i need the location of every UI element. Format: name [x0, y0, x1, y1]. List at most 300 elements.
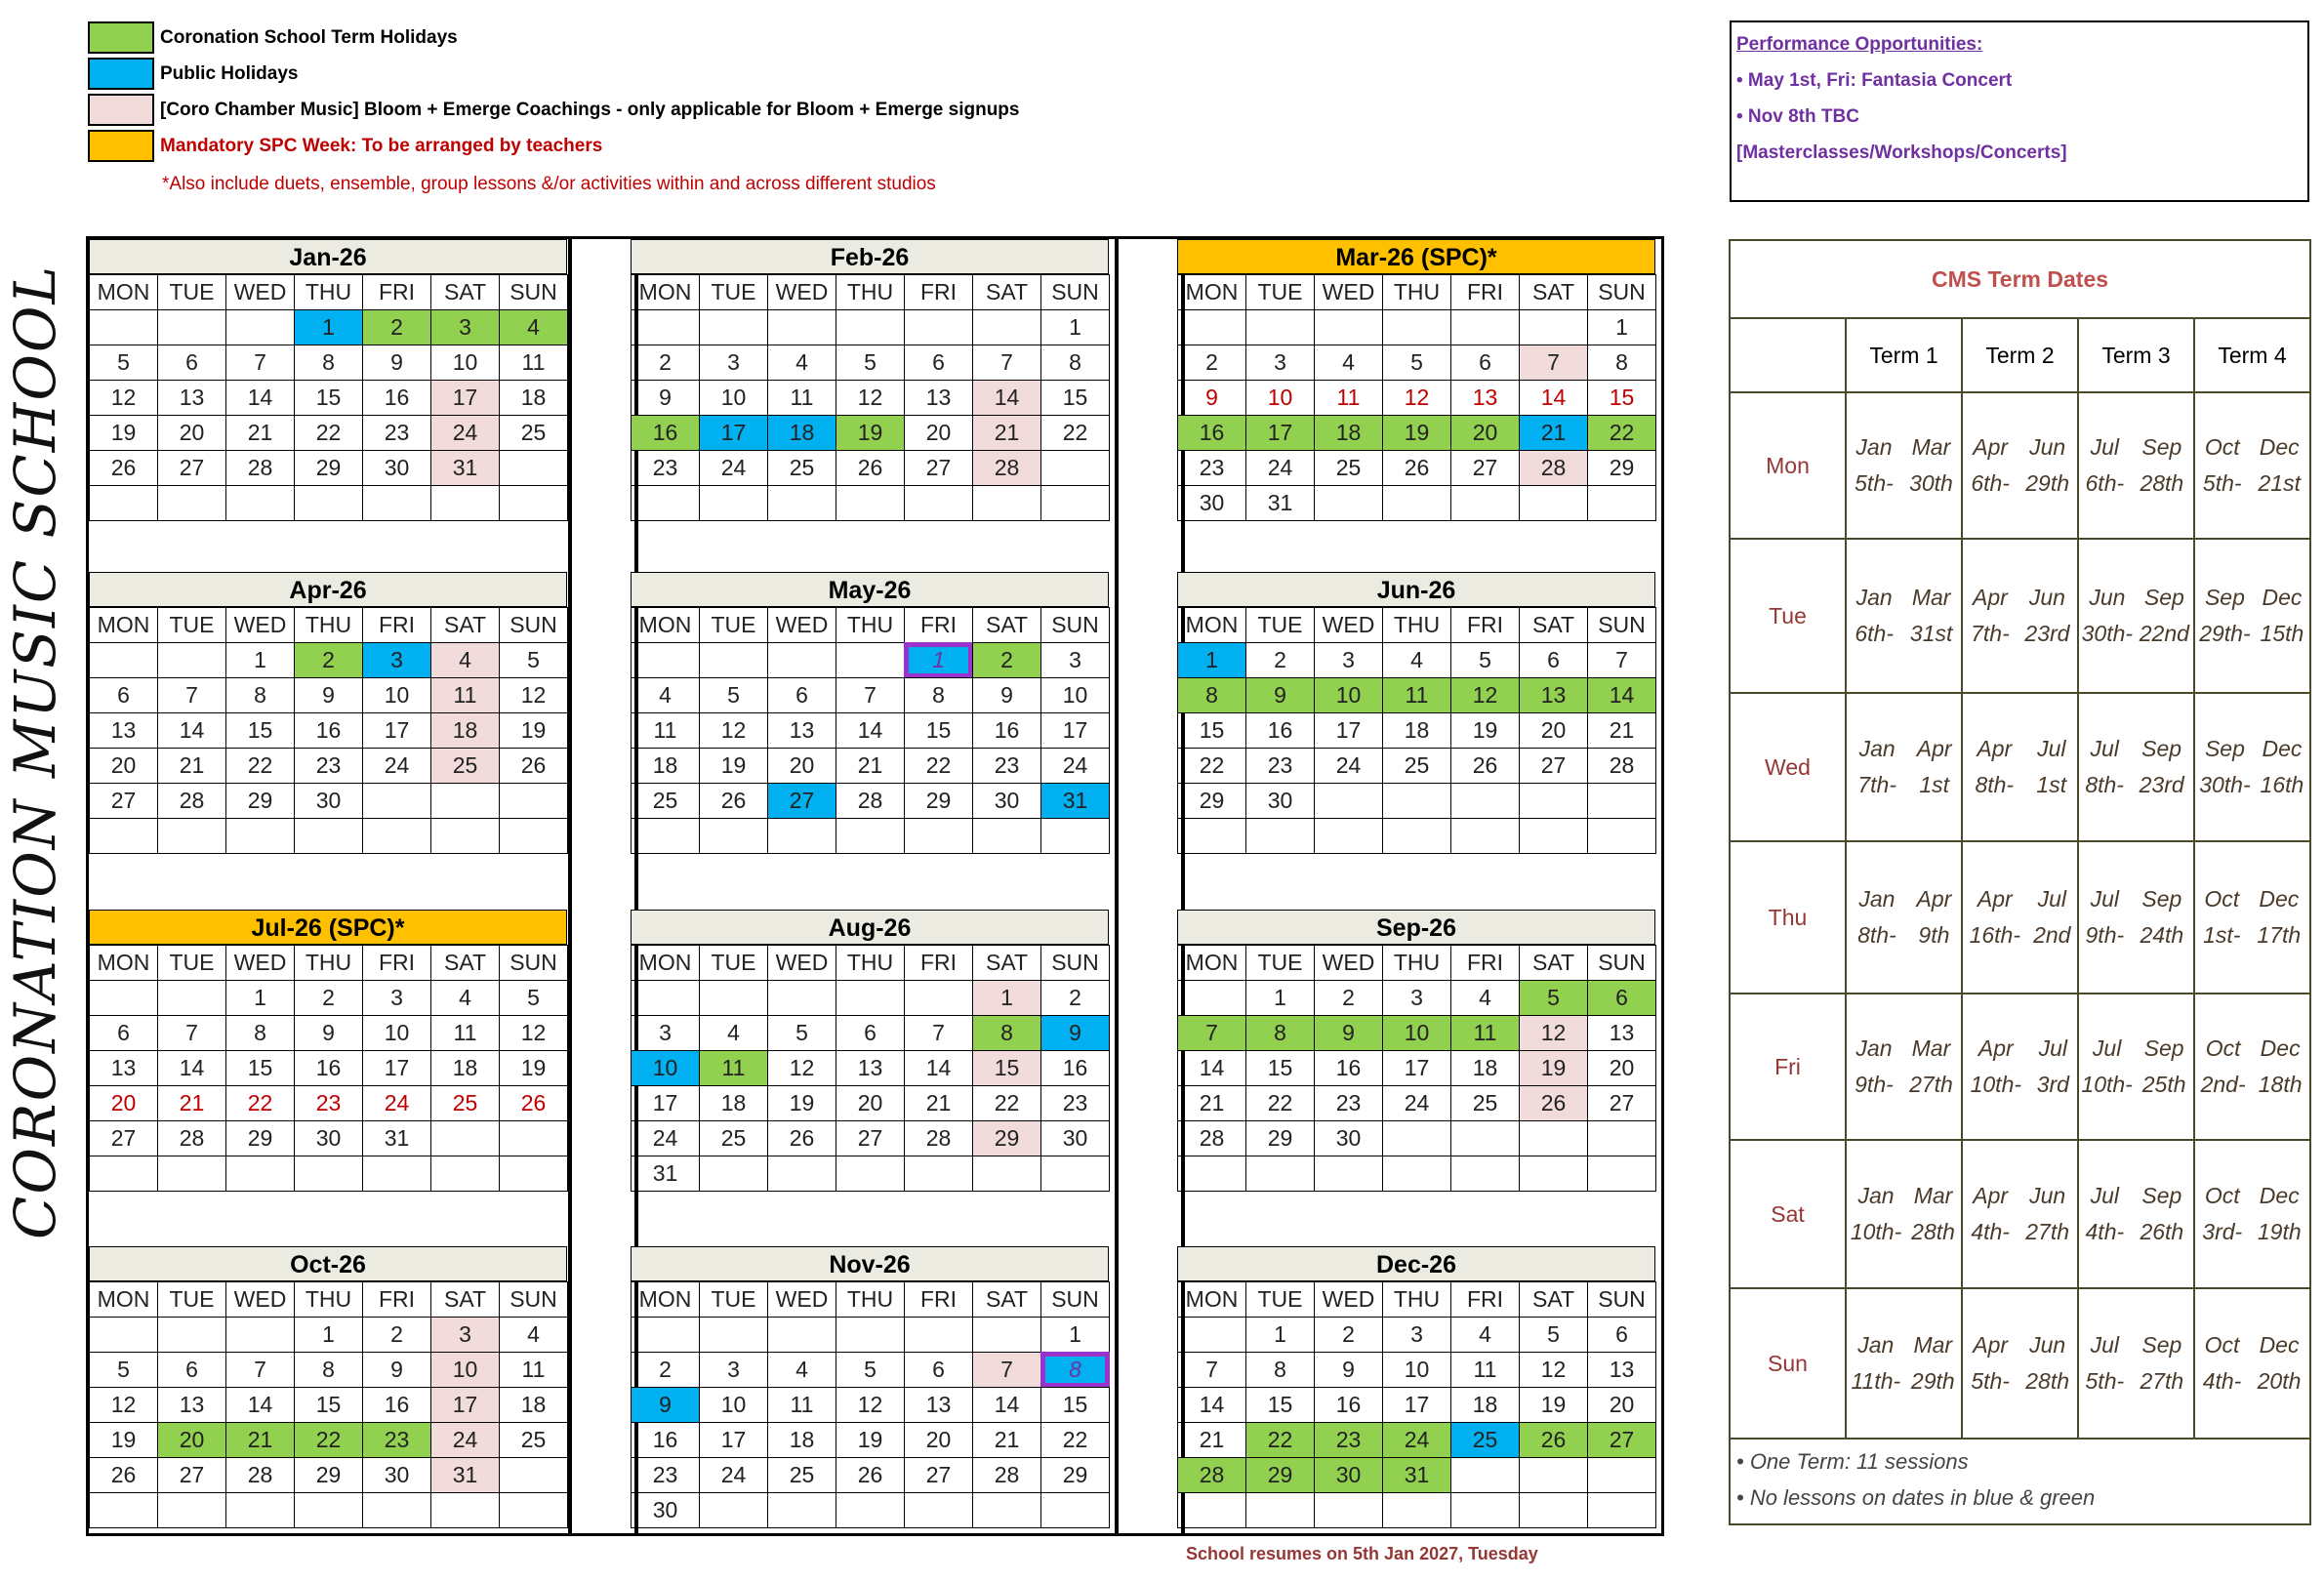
empty-cell [89, 485, 158, 521]
cms-term-range: Jun 30th- Sep 22nd [2079, 540, 2195, 692]
day-cell: 3 [1382, 980, 1451, 1016]
month-title: Sep-26 [1177, 910, 1655, 945]
day-cell: 17 [362, 712, 431, 749]
weekday-header: MON [1177, 1281, 1246, 1318]
day-cell: 28 [904, 1120, 973, 1156]
day-cell: 10 [1382, 1352, 1451, 1388]
weekday-header: FRI [904, 945, 973, 981]
day-cell: 5 [1519, 980, 1588, 1016]
empty-cell [1519, 1156, 1588, 1192]
day-cell: 10 [1245, 380, 1315, 416]
day-cell: 23 [631, 450, 700, 486]
day-cell: 17 [1382, 1387, 1451, 1423]
day-cell: 25 [499, 1422, 568, 1458]
empty-cell [836, 1156, 905, 1192]
empty-cell [1519, 818, 1588, 854]
day-cell: 4 [430, 980, 500, 1016]
cms-term-range: Apr 6th- Jun 29th [1963, 393, 2079, 538]
weekday-header: MON [89, 945, 158, 981]
day-cell: 3 [362, 980, 431, 1016]
weekday-header: SUN [1040, 945, 1110, 981]
empty-cell [1177, 309, 1246, 345]
month-sep-26 [1177, 910, 1655, 1191]
day-cell: 16 [1245, 712, 1315, 749]
day-cell: 11 [1314, 380, 1383, 416]
weekday-header: MON [89, 607, 158, 643]
day-cell: 8 [225, 677, 295, 713]
day-cell: 20 [767, 748, 836, 784]
weekday-header: FRI [1450, 1281, 1520, 1318]
empty-cell [89, 980, 158, 1016]
empty-cell [1587, 1120, 1656, 1156]
month-title: Dec-26 [1177, 1246, 1655, 1281]
weekday-header: TUE [1245, 607, 1315, 643]
day-cell: 11 [1450, 1352, 1520, 1388]
legend-item-public-holidays [88, 56, 1020, 92]
weekday-header: SAT [1519, 607, 1588, 643]
weekday-header: WED [767, 1281, 836, 1318]
weekday-header: MON [631, 945, 700, 981]
day-cell: 20 [89, 748, 158, 784]
month-mar-26 [1177, 239, 1655, 520]
day-cell: 11 [499, 345, 568, 381]
day-cell: 15 [1245, 1050, 1315, 1086]
day-cell: 1 [1040, 1317, 1110, 1353]
day-cell: 7 [1587, 642, 1656, 678]
day-cell: 29 [1587, 450, 1656, 486]
day-cell: 20 [836, 1085, 905, 1121]
day-cell: 21 [225, 415, 295, 451]
weekday-header: SUN [499, 1281, 568, 1318]
day-cell: 20 [1519, 712, 1588, 749]
day-cell: 24 [1245, 450, 1315, 486]
cms-notes [1731, 1440, 2309, 1523]
cms-row-wed [1731, 694, 2309, 842]
empty-cell [1040, 1156, 1110, 1192]
performance-heading[interactable]: Performance Opportunities: [1736, 34, 1983, 55]
day-cell: 3 [430, 309, 500, 345]
day-cell: 16 [1314, 1387, 1383, 1423]
cms-term-range: Apr 10th- Jul 3rd [1963, 994, 2079, 1139]
day-cell: 15 [294, 380, 363, 416]
day-cell: 12 [699, 712, 768, 749]
day-cell: 23 [1314, 1085, 1383, 1121]
day-cell: 5 [836, 1352, 905, 1388]
day-cell: 3 [1314, 642, 1383, 678]
day-cell: 20 [1450, 415, 1520, 451]
day-cell: 28 [157, 783, 226, 819]
cms-day-label: Thu [1731, 842, 1847, 993]
cms-term-range: Jul 8th- Sep 23rd [2079, 694, 2195, 840]
day-cell: 25 [767, 450, 836, 486]
day-cell: 29 [904, 783, 973, 819]
day-cell: 30 [294, 1120, 363, 1156]
empty-cell [225, 818, 295, 854]
legend-label: Public Holidays [160, 62, 299, 84]
day-cell: 2 [294, 980, 363, 1016]
day-cell: 2 [1314, 1317, 1383, 1353]
weekday-header: SUN [1040, 274, 1110, 310]
day-cell: 4 [767, 1352, 836, 1388]
day-cell: 30 [1040, 1120, 1110, 1156]
day-cell: 12 [89, 1387, 158, 1423]
day-cell: 16 [631, 415, 700, 451]
empty-cell [499, 1492, 568, 1528]
cms-term-range: Jul 4th- Sep 26th [2079, 1141, 2195, 1287]
empty-cell [430, 1156, 500, 1192]
day-cell: 31 [631, 1156, 700, 1192]
empty-cell [1519, 1120, 1588, 1156]
empty-cell [1587, 818, 1656, 854]
day-cell: 12 [499, 1015, 568, 1051]
empty-cell [1382, 485, 1451, 521]
day-cell: 23 [362, 1422, 431, 1458]
weekday-header: FRI [362, 274, 431, 310]
day-cell: 2 [631, 345, 700, 381]
day-cell: 3 [631, 1015, 700, 1051]
day-cell: 1 [1587, 309, 1656, 345]
cms-term-range: Apr 4th- Jun 27th [1963, 1141, 2079, 1287]
day-cell: 9 [1314, 1015, 1383, 1051]
day-cell: 10 [1314, 677, 1383, 713]
weekday-header: FRI [1450, 945, 1520, 981]
day-cell: 7 [157, 677, 226, 713]
empty-cell [972, 1492, 1041, 1528]
day-cell: 25 [1450, 1422, 1520, 1458]
empty-cell [699, 309, 768, 345]
empty-cell [1314, 485, 1383, 521]
weekday-header: SAT [972, 945, 1041, 981]
weekday-header: TUE [1245, 1281, 1315, 1318]
day-cell: 15 [1177, 712, 1246, 749]
day-cell: 16 [1040, 1050, 1110, 1086]
day-cell: 30 [1314, 1120, 1383, 1156]
weekday-header: WED [225, 607, 295, 643]
day-cell: 30 [1245, 783, 1315, 819]
day-cell: 18 [699, 1085, 768, 1121]
day-cell: 30 [1177, 485, 1246, 521]
empty-cell [1382, 1156, 1451, 1192]
weekday-header: WED [225, 1281, 295, 1318]
day-cell: 12 [1519, 1015, 1588, 1051]
day-cell: 8 [1245, 1352, 1315, 1388]
day-cell: 18 [1382, 712, 1451, 749]
empty-cell [362, 485, 431, 521]
month-dec-26 [1177, 1246, 1655, 1527]
day-cell: 30 [1314, 1457, 1383, 1493]
day-cell: 9 [294, 1015, 363, 1051]
month-jun-26 [1177, 572, 1655, 853]
day-cell: 28 [157, 1120, 226, 1156]
day-cell: 26 [89, 450, 158, 486]
month-nov-26 [631, 1246, 1109, 1527]
month-apr-26 [89, 572, 567, 853]
day-cell: 1 [225, 642, 295, 678]
day-cell: 6 [1519, 642, 1588, 678]
month-grid [631, 1281, 1109, 1527]
weekday-header: TUE [157, 607, 226, 643]
day-cell: 26 [499, 748, 568, 784]
day-cell: 23 [1177, 450, 1246, 486]
weekday-header: WED [1314, 1281, 1383, 1318]
day-cell: 31 [1245, 485, 1315, 521]
day-cell: 18 [499, 1387, 568, 1423]
empty-cell [157, 1156, 226, 1192]
empty-cell [972, 1156, 1041, 1192]
day-cell: 17 [699, 415, 768, 451]
day-cell: 19 [89, 415, 158, 451]
day-cell: 28 [836, 783, 905, 819]
cms-row-sat [1731, 1141, 2309, 1289]
day-cell: 19 [836, 1422, 905, 1458]
day-cell: 10 [699, 380, 768, 416]
empty-cell [1177, 1156, 1246, 1192]
empty-cell [157, 1492, 226, 1528]
weekday-header: MON [89, 274, 158, 310]
day-cell: 14 [1177, 1387, 1246, 1423]
day-cell: 10 [430, 1352, 500, 1388]
day-cell: 26 [89, 1457, 158, 1493]
day-cell: 22 [294, 415, 363, 451]
day-cell: 8 [1587, 345, 1656, 381]
weekday-header: SUN [1587, 1281, 1656, 1318]
day-cell: 20 [904, 1422, 973, 1458]
empty-cell [294, 818, 363, 854]
day-cell: 29 [225, 783, 295, 819]
day-cell: 2 [631, 1352, 700, 1388]
day-cell: 15 [1245, 1387, 1315, 1423]
day-cell: 5 [1450, 642, 1520, 678]
month-grid [1177, 1281, 1655, 1527]
weekday-header: SUN [499, 274, 568, 310]
legend-item-term-holidays [88, 20, 1020, 56]
empty-cell [1314, 309, 1383, 345]
day-cell: 19 [499, 712, 568, 749]
day-cell: 11 [430, 1015, 500, 1051]
empty-cell [972, 309, 1041, 345]
day-cell: 22 [1040, 415, 1110, 451]
day-cell: 19 [1519, 1387, 1588, 1423]
empty-cell [1382, 1120, 1451, 1156]
month-title: Oct-26 [89, 1246, 567, 1281]
day-cell: 8 [1040, 1352, 1110, 1388]
day-cell: 14 [225, 1387, 295, 1423]
empty-cell [767, 642, 836, 678]
day-cell: 27 [1450, 450, 1520, 486]
weekday-header: THU [836, 1281, 905, 1318]
empty-cell [1519, 485, 1588, 521]
day-cell: 30 [972, 783, 1041, 819]
day-cell: 13 [767, 712, 836, 749]
day-cell: 29 [1245, 1120, 1315, 1156]
cms-term-dates-table [1729, 239, 2311, 1525]
day-cell: 1 [225, 980, 295, 1016]
weekday-header: SUN [1040, 607, 1110, 643]
weekday-header: TUE [1245, 274, 1315, 310]
month-feb-26 [631, 239, 1109, 520]
day-cell: 5 [1519, 1317, 1588, 1353]
day-cell: 19 [836, 415, 905, 451]
weekday-header: THU [294, 607, 363, 643]
weekday-header: SAT [430, 945, 500, 981]
empty-cell [430, 1492, 500, 1528]
day-cell: 26 [699, 783, 768, 819]
empty-cell [499, 450, 568, 486]
weekday-header: THU [1382, 274, 1451, 310]
empty-cell [767, 485, 836, 521]
day-cell: 5 [499, 980, 568, 1016]
day-cell: 13 [89, 1050, 158, 1086]
day-cell: 18 [767, 415, 836, 451]
day-cell: 4 [499, 1317, 568, 1353]
cms-term-range: Apr 7th- Jun 23rd [1963, 540, 2079, 692]
empty-cell [699, 485, 768, 521]
weekday-header: MON [631, 274, 700, 310]
day-cell: 6 [836, 1015, 905, 1051]
month-title: Aug-26 [631, 910, 1109, 945]
cms-row-thu [1731, 842, 2309, 994]
day-cell: 21 [157, 748, 226, 784]
weekday-header: WED [225, 274, 295, 310]
empty-cell [1587, 1492, 1656, 1528]
day-cell: 13 [1587, 1015, 1656, 1051]
day-cell: 8 [972, 1015, 1041, 1051]
day-cell: 6 [1450, 345, 1520, 381]
day-cell: 22 [225, 1085, 295, 1121]
weekday-header: TUE [699, 274, 768, 310]
empty-cell [1382, 1492, 1451, 1528]
weekday-header: TUE [157, 945, 226, 981]
day-cell: 14 [157, 1050, 226, 1086]
day-cell: 17 [430, 380, 500, 416]
empty-cell [631, 1317, 700, 1353]
day-cell: 19 [1382, 415, 1451, 451]
day-cell: 9 [1177, 380, 1246, 416]
day-cell: 22 [972, 1085, 1041, 1121]
month-title: Mar-26 (SPC)* [1177, 239, 1655, 274]
month-title: May-26 [631, 572, 1109, 607]
empty-cell [1245, 309, 1315, 345]
day-cell: 27 [157, 1457, 226, 1493]
day-cell: 10 [699, 1387, 768, 1423]
weekday-header: SUN [499, 607, 568, 643]
weekday-header: WED [1314, 945, 1383, 981]
svg-text:CORONATION MUSIC SCHOOL: CORONATION MUSIC SCHOOL [2, 264, 68, 1239]
day-cell: 6 [904, 345, 973, 381]
day-cell: 20 [1587, 1387, 1656, 1423]
day-cell: 15 [1587, 380, 1656, 416]
day-cell: 30 [631, 1492, 700, 1528]
day-cell: 4 [767, 345, 836, 381]
legend-item-coachings [88, 92, 1020, 128]
day-cell: 18 [430, 712, 500, 749]
day-cell: 21 [1177, 1085, 1246, 1121]
empty-cell [157, 1317, 226, 1353]
day-cell: 1 [1177, 642, 1246, 678]
empty-cell [904, 1492, 973, 1528]
day-cell: 12 [1519, 1352, 1588, 1388]
day-cell: 4 [699, 1015, 768, 1051]
day-cell: 6 [89, 1015, 158, 1051]
day-cell: 18 [430, 1050, 500, 1086]
performance-line: • May 1st, Fri: Fantasia Concert [1736, 70, 2013, 91]
day-cell: 9 [631, 380, 700, 416]
day-cell: 2 [1177, 345, 1246, 381]
empty-cell [430, 818, 500, 854]
day-cell: 9 [362, 345, 431, 381]
day-cell: 26 [1382, 450, 1451, 486]
legend-swatch [88, 94, 154, 126]
day-cell: 12 [499, 677, 568, 713]
day-cell: 29 [1177, 783, 1246, 819]
month-grid [89, 945, 567, 1191]
day-cell: 5 [89, 1352, 158, 1388]
empty-cell [1382, 818, 1451, 854]
day-cell: 28 [1519, 450, 1588, 486]
day-cell: 26 [836, 450, 905, 486]
day-cell: 3 [699, 1352, 768, 1388]
day-cell: 21 [904, 1085, 973, 1121]
day-cell: 1 [294, 1317, 363, 1353]
day-cell: 6 [1587, 980, 1656, 1016]
day-cell: 15 [225, 1050, 295, 1086]
empty-cell [1519, 309, 1588, 345]
day-cell: 11 [430, 677, 500, 713]
day-cell: 24 [699, 1457, 768, 1493]
month-grid [1177, 945, 1655, 1191]
empty-cell [904, 818, 973, 854]
day-cell: 25 [1450, 1085, 1520, 1121]
day-cell: 23 [294, 748, 363, 784]
empty-cell [699, 1156, 768, 1192]
empty-cell [89, 642, 158, 678]
day-cell: 27 [89, 783, 158, 819]
day-cell: 6 [157, 1352, 226, 1388]
cms-corner [1731, 319, 1847, 391]
day-cell: 8 [1177, 677, 1246, 713]
day-cell: 21 [972, 415, 1041, 451]
month-title: Nov-26 [631, 1246, 1109, 1281]
legend-note: *Also include duets, ensemble, group lessons &/or activities within and across different studios [162, 174, 936, 194]
day-cell: 15 [294, 1387, 363, 1423]
day-cell: 20 [904, 415, 973, 451]
day-cell: 4 [430, 642, 500, 678]
day-cell: 25 [699, 1120, 768, 1156]
day-cell: 16 [1177, 415, 1246, 451]
day-cell: 31 [1382, 1457, 1451, 1493]
day-cell: 28 [1177, 1457, 1246, 1493]
weekday-header: TUE [699, 1281, 768, 1318]
empty-cell [972, 1317, 1041, 1353]
day-cell: 10 [1040, 677, 1110, 713]
month-title: Jul-26 (SPC)* [89, 910, 567, 945]
month-may-26 [631, 572, 1109, 853]
empty-cell [1040, 485, 1110, 521]
day-cell: 22 [1177, 748, 1246, 784]
empty-cell [294, 485, 363, 521]
day-cell: 8 [294, 345, 363, 381]
day-cell: 26 [1450, 748, 1520, 784]
weekday-header: SUN [499, 945, 568, 981]
cms-term-range: Apr 8th- Jul 1st [1963, 694, 2079, 840]
day-cell: 2 [362, 1317, 431, 1353]
day-cell: 13 [1450, 380, 1520, 416]
day-cell: 17 [430, 1387, 500, 1423]
day-cell: 4 [1450, 980, 1520, 1016]
empty-cell [972, 485, 1041, 521]
day-cell: 5 [767, 1015, 836, 1051]
empty-cell [1040, 1492, 1110, 1528]
